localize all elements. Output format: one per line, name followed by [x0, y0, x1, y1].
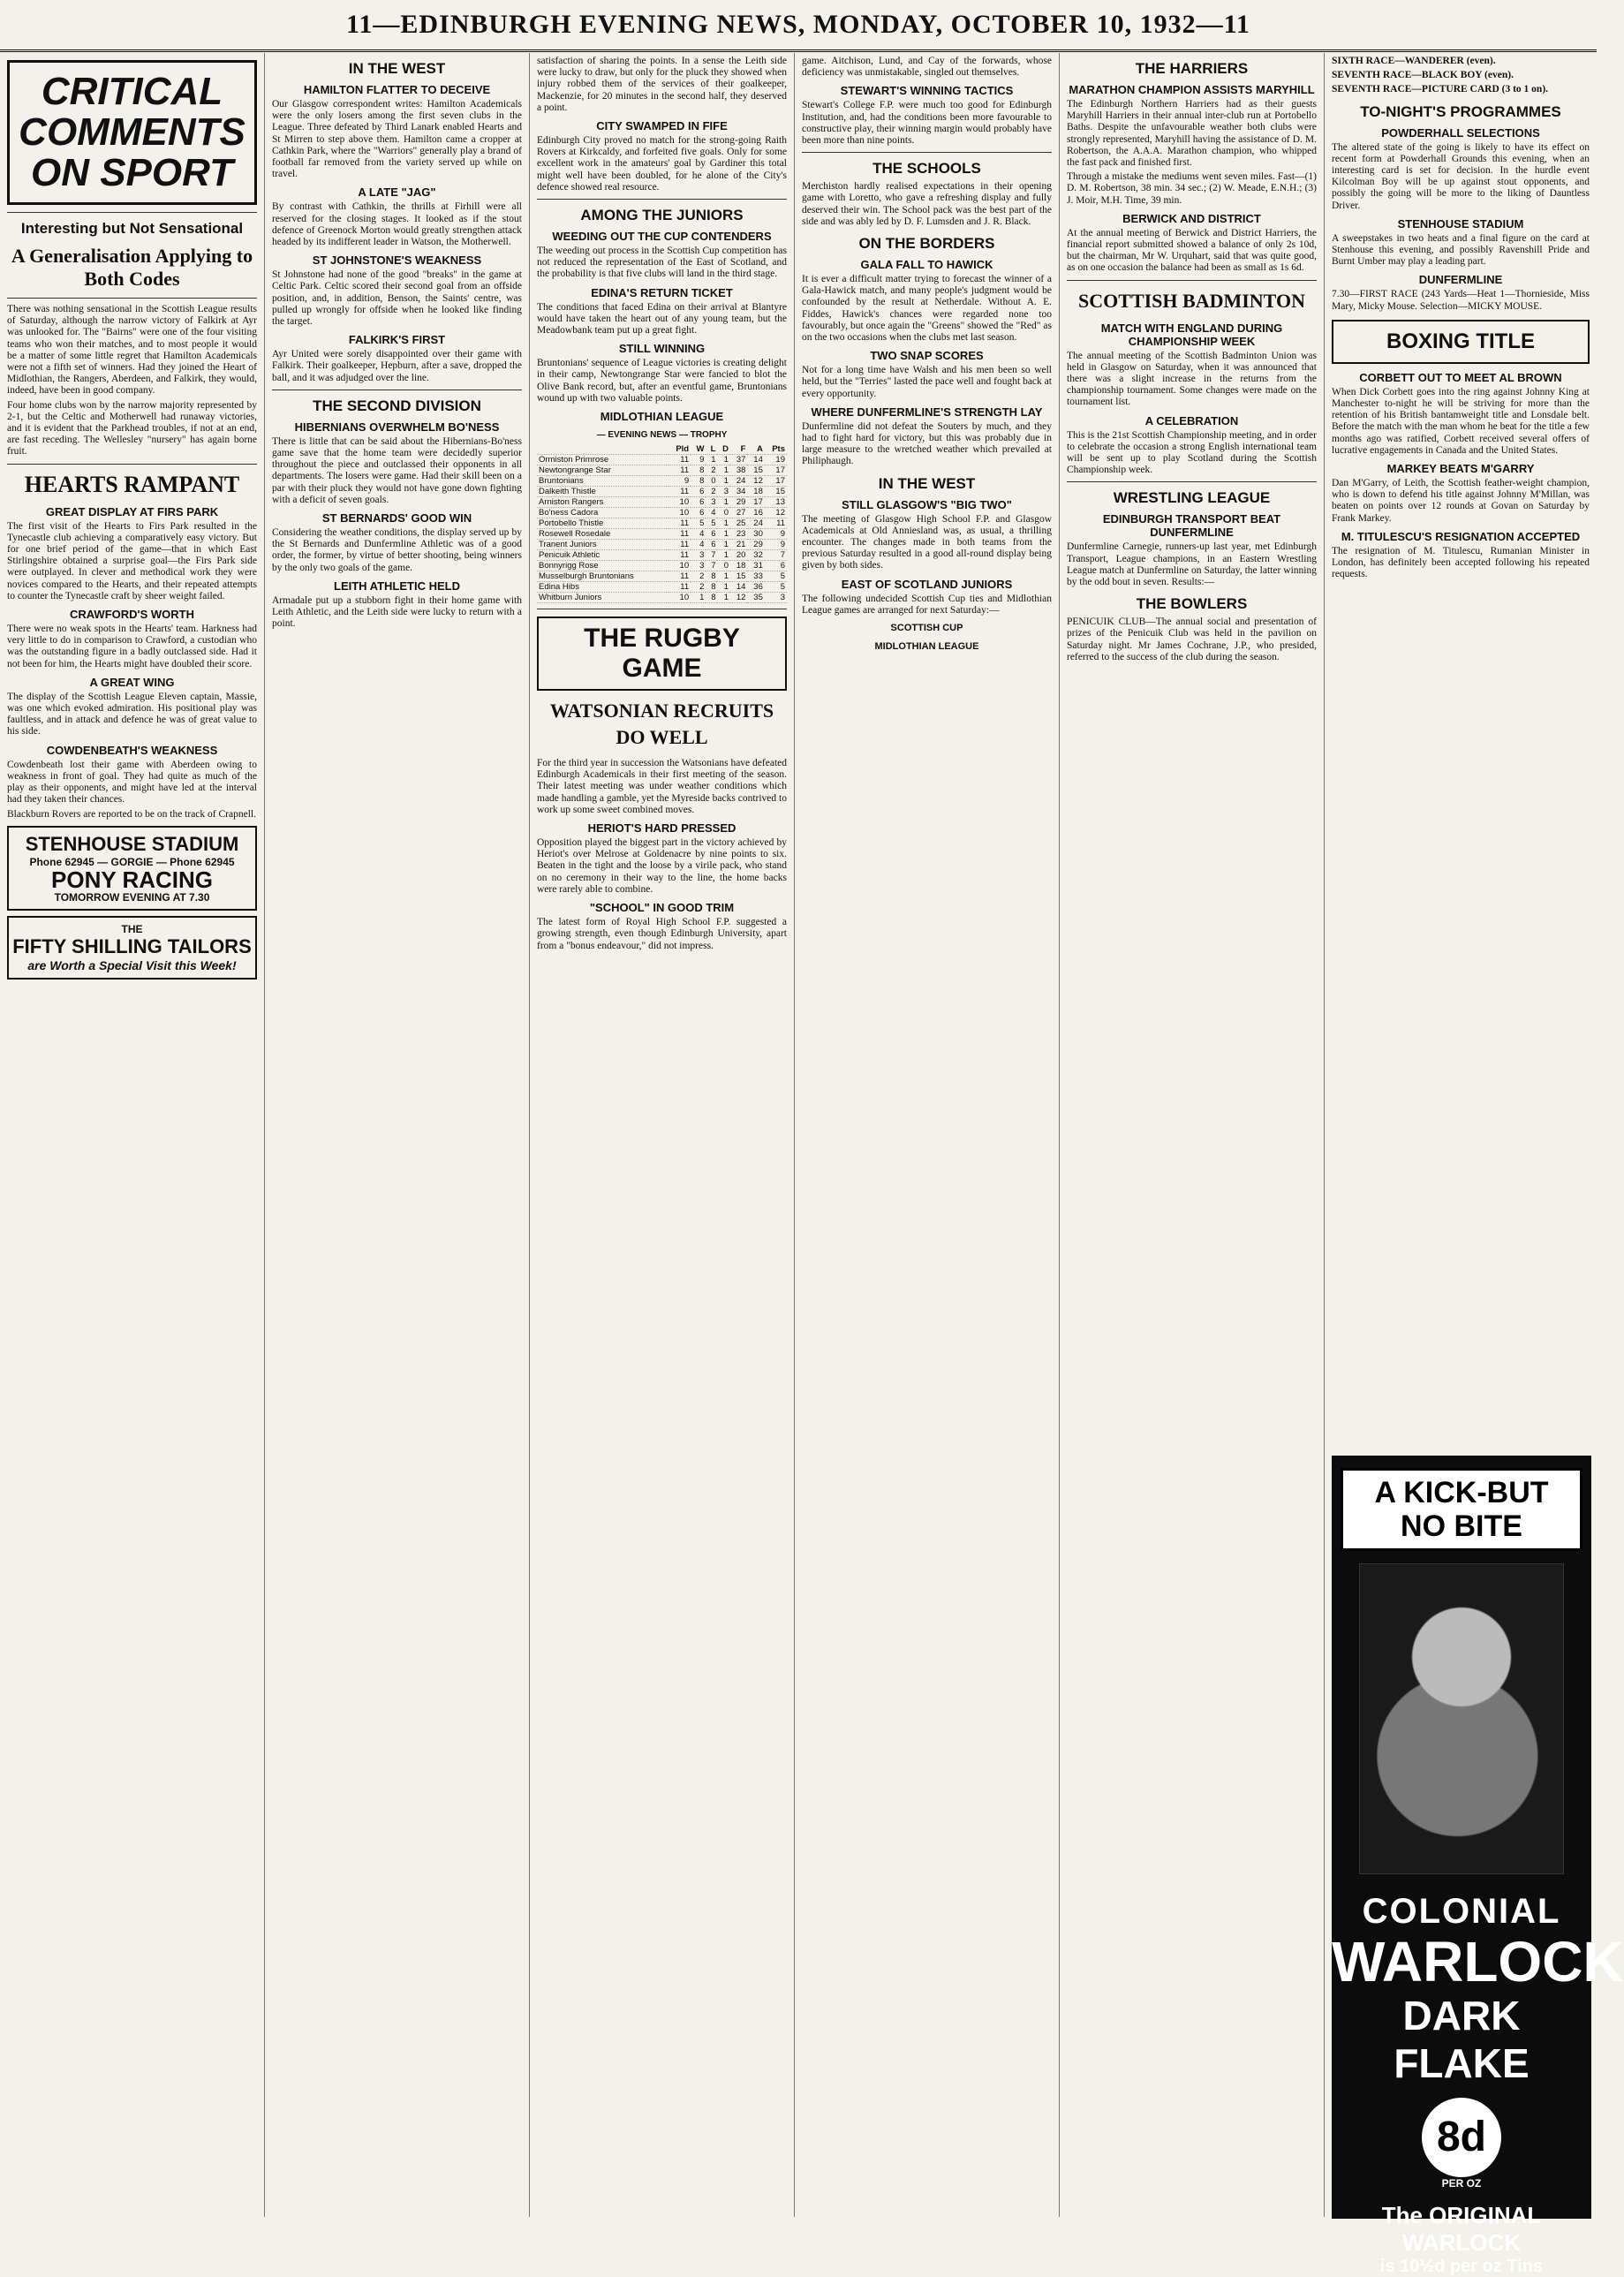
table-cell: 12	[765, 508, 787, 518]
ad-phone: Phone 62945 — GORGIE — Phone 62945	[29, 855, 235, 868]
subhead-east-juniors: EAST OF SCOTLAND JUNIORS	[841, 577, 1013, 591]
subhead-st-bernards: ST BERNARDS' GOOD WIN	[321, 511, 472, 526]
table-cell: 16	[747, 508, 764, 518]
table-cell: 37	[730, 455, 747, 465]
article-paragraph: Cowdenbeath lost their game with Aberdeen owing to weakness in front of goal. They had quite as much of the play as their opponents, and might have led at the interval had they taken their chances.	[7, 759, 257, 806]
article-paragraph: The altered state of the going is likely to have its effect on recent form at Powderhall Grounds this evening, when an interesting card is set for decision. In the hurdle event Kilcolman Boy will be up against stout opponents, and possibly the going will be more to the liking of Dauntless Driver.	[1332, 141, 1590, 211]
table-row	[537, 540, 787, 550]
table-column-header: Pld	[668, 444, 691, 455]
subhead-city-swamped: CITY SWAMPED IN FIFE	[596, 119, 728, 133]
stenhouse-stadium-ad	[7, 826, 257, 911]
table-cell: 32	[747, 550, 764, 561]
table-row	[537, 561, 787, 571]
table-cell: Ormiston Primrose	[537, 455, 668, 465]
table-cell: 11	[668, 487, 691, 497]
table-column-header: A	[747, 444, 764, 455]
table-cell: Bonnyrigg Rose	[537, 561, 668, 571]
article-paragraph: Bruntonians' sequence of League victories is creating delight in their camp, Newtongrange Star were fancied to blot the Olive Bank record, but, after an eventful game, Bruntonians wound up with two valuable points.	[537, 358, 787, 404]
headline-interesting: Interesting but Not Sensational	[20, 220, 244, 237]
table-cell: 27	[730, 508, 747, 518]
table-cell: 10	[668, 593, 691, 603]
ad-pony-racing: PONY RACING	[51, 866, 213, 893]
article-paragraph: Ayr United were sorely disappointed over their game with Falkirk. Their goalkeeper, Hepburn, after a save, dropped the ball, and it was adjudged over the line.	[272, 349, 522, 383]
race-result: SEVENTH RACE—BLACK BOY (even).	[1332, 70, 1514, 81]
table-cell: 5	[765, 571, 787, 582]
table-cell: 18	[730, 561, 747, 571]
table-row	[537, 550, 787, 561]
table-cell: 6	[706, 540, 717, 550]
table-cell: 1	[717, 571, 730, 582]
column-2	[265, 53, 530, 2217]
table-cell: 11	[668, 518, 691, 529]
table-cell: 11	[668, 571, 691, 582]
table-column-header: F	[730, 444, 747, 455]
article-paragraph: There was nothing sensational in the Scottish League results of Saturday, although the narrow victory of Falkirk at Ayr was unlooked for. The "Bairns" were one of the four visiting teams who won their matches, and to most people it would be a matter of some little regret that Hamilton Academicals were not a fifth set of winners. Had they joined the Heart of Midlothian, the Rangers, Aberdeen, and Falkirk, they would, indeed, have been in good company.	[7, 304, 257, 397]
article-paragraph: A sweepstakes in two heats and a final figure on the card at Stenhouse this evening, and possibly Ravenshill Pride and Burnt Umber may play a leading part.	[1332, 232, 1590, 268]
headline-bowlers: THE BOWLERS	[1136, 595, 1248, 613]
subhead-transport: EDINBURGH TRANSPORT BEAT DUNFERMLINE	[1102, 512, 1281, 540]
headline-in-the-west: IN THE WEST	[348, 60, 446, 77]
table-column-header: W	[691, 444, 706, 455]
table-cell: 1	[717, 518, 730, 529]
table-cell: 11	[668, 455, 691, 465]
table-cell: Tranent Juniors	[537, 540, 668, 550]
table-cell: Rosewell Rosedale	[537, 529, 668, 540]
subhead-markey: MARKEY BEATS M'GARRY	[1386, 462, 1535, 476]
article-paragraph: It is ever a difficult matter trying to forecast the winner of a Gala-Hawick match, and many people's judgment would be confounded by the result at Netherdale. Without A. E. Fiddes, Hawick's chances were regarded none too favourably, but once again the "Greens" showed the "Red" as on the two occasions when the clubs met last season.	[802, 274, 1052, 344]
table-cell: 9	[668, 476, 691, 487]
table-row	[537, 593, 787, 603]
table-cell: 14	[730, 582, 747, 593]
article-paragraph: Edinburgh City proved no match for the strong-going Raith Rovers at Kirkcaldy, and forfeited five goals. Only for some excellent work in the amateurs' goal by Gardiner this total might well have been doubled, for he alone of the City's defence showed real resource.	[537, 135, 787, 193]
table-cell: Dalkeith Thistle	[537, 487, 668, 497]
table-cell: Penicuik Athletic	[537, 550, 668, 561]
table-cell: 4	[706, 508, 717, 518]
table-cell: 6	[706, 529, 717, 540]
table-row	[537, 529, 787, 540]
divider	[1067, 280, 1317, 281]
table-cell: 5	[765, 582, 787, 593]
headline-wrestling: WRESTLING LEAGUE	[1113, 489, 1271, 507]
logo-line-2: ON SPORT	[30, 151, 233, 194]
table-cell: 13	[765, 497, 787, 508]
table-cell: 36	[747, 582, 764, 593]
subhead-stenhouse: STENHOUSE STADIUM	[1397, 216, 1524, 231]
article-paragraph: St Johnstone had none of the good "breaks" in the game at Celtic Park. Celtic scored their second goal from an offside position, and, in addition, Benson, the Saints' centre, was pulled up wrongly for offside when he looked like finding the target.	[272, 269, 522, 328]
subhead-edina: EDINA'S RETURN TICKET	[591, 285, 733, 299]
table-cell: 15	[730, 571, 747, 582]
article-paragraph: satisfaction of sharing the points. In a sense the Leith side were lucky to draw, but only for the pluck they showed when injury robbed them of the services of their goalkeeper, Mackenzie, for 20 minutes in the second half, they deserved a point.	[537, 56, 787, 113]
article-paragraph: Dan M'Garry, of Leith, the Scottish feather-weight champion, who is down to defend his title against Johnny M'Millan, was beaten on points over 12 rounds at Govan on Saturday by Frank Markey.	[1332, 478, 1590, 524]
table-cell: 8	[691, 476, 706, 487]
table-cell: 11	[668, 550, 691, 561]
table-cell: 3	[706, 497, 717, 508]
ad-title: STENHOUSE STADIUM	[25, 832, 239, 855]
headline-boxing: BOXING TITLE	[1332, 320, 1590, 364]
table-cell: 9	[691, 455, 706, 465]
headline-in-the-west-rugby: IN THE WEST	[878, 474, 976, 492]
table-row	[537, 571, 787, 582]
table-cell: Bo'ness Cadora	[537, 508, 668, 518]
headline-borders: ON THE BORDERS	[858, 235, 995, 253]
table-cell: 31	[747, 561, 764, 571]
table-cell: 1	[691, 593, 706, 603]
warlock-tobacco-ad	[1332, 1456, 1624, 2276]
divider	[7, 298, 257, 299]
table-row	[537, 487, 787, 497]
subhead-gala: GALA FALL TO HAWICK	[860, 258, 993, 272]
table-cell: 1	[706, 455, 717, 465]
table-row	[537, 455, 787, 465]
subhead-still-winning: STILL WINNING	[618, 342, 706, 356]
table-row	[537, 465, 787, 476]
table-cell: 21	[730, 540, 747, 550]
table-cell: Arniston Rangers	[537, 497, 668, 508]
table-cell: 1	[717, 497, 730, 508]
table-cell: 1	[717, 593, 730, 603]
subhead-weeding: WEEDING OUT THE CUP CONTENDERS	[552, 230, 772, 244]
headline-hearts-rampant: HEARTS RAMPANT	[24, 471, 240, 497]
article-paragraph: Merchiston hardly realised expectations in their opening game with Loretto, who gave a refreshing display and fully deserved their win. The School pack was the best part of the side and was ably led by D. F. Lumsden and J. R. Black.	[802, 181, 1052, 227]
headline-programmes: TO-NIGHT'S PROGRAMMES	[1360, 102, 1561, 120]
table-column-header: D	[717, 444, 730, 455]
article-paragraph: Dunfermline Carnegie, runners-up last year, met Edinburgh Transport, League champions, in an Eastern Wrestling League match at Dunfermline on Saturday, the latter winning by the odd bout in seven. Results:—	[1067, 541, 1317, 588]
table-cell: 4	[691, 540, 706, 550]
table-cell: 24	[730, 476, 747, 487]
headline-juniors: AMONG THE JUNIORS	[580, 207, 744, 224]
column-4	[795, 53, 1060, 2217]
subhead-school: "SCHOOL" IN GOOD TRIM	[589, 901, 735, 915]
table-cell: 1	[717, 476, 730, 487]
table-cell: 8	[691, 465, 706, 476]
headline-generalisation: A Generalisation Applying to Both Codes	[11, 245, 253, 290]
subhead-celebration: A CELEBRATION	[1144, 413, 1239, 427]
subhead-great-wing: A GREAT WING	[89, 675, 175, 689]
subhead-falkirk: FALKIRK'S FIRST	[348, 333, 446, 347]
table-cell: 3	[691, 550, 706, 561]
subhead-cowdenbeath: COWDENBEATH'S WEAKNESS	[46, 743, 218, 757]
league-table-header	[537, 444, 787, 455]
table-cell: 11	[668, 529, 691, 540]
article-paragraph: The Edinburgh Northern Harriers had as their guests Maryhill Harriers in their annual inter-club run at Portobello Baths. Despite the unfavourable weather both clubs were strongly represented, Maryhill having the assistance of D. M. Robertson, the A.A.A. Marathon champion, who whipped the fast pack and finished first.	[1067, 99, 1317, 169]
subhead-firs-park: GREAT DISPLAY AT FIRS PARK	[45, 504, 219, 518]
table-cell: 14	[747, 455, 764, 465]
divider	[7, 212, 257, 213]
table-cell: 8	[706, 571, 717, 582]
article-paragraph: When Dick Corbett goes into the ring against Johnny King at Manchester to-night he will be striving for more than the retention of his British bantamweight title and Lonsdale belt. Before the match with the man whom he beat for the title a few months ago was ratified, Corbett received several offers of lucrative engagements in Canada and the United States.	[1332, 386, 1590, 456]
table-cell: 2	[706, 465, 717, 476]
race-result: SEVENTH RACE—PICTURE CARD (3 to 1 on).	[1332, 84, 1549, 95]
article-paragraph: 7.30—FIRST RACE (243 Yards—Heat 1—Thornieside, Miss Mary, Micky Mouse. Selection—MICKY MOUSE.	[1332, 289, 1590, 312]
table-cell: 8	[706, 582, 717, 593]
headline-watsonian: WATSONIAN RECRUITS DO WELL	[549, 700, 774, 749]
headline-badminton: SCOTTISH BADMINTON	[1078, 289, 1305, 312]
table-cell: 9	[765, 540, 787, 550]
table-cell: 2	[691, 571, 706, 582]
table-row	[537, 518, 787, 529]
article-paragraph: There is little that can be said about the Hibernians-Bo'ness game save that the home team were decidedly superior throughout the piece and outclassed their opponents in all departments. The losers were game. Had their skill been on a par with their pluck they would not have gone down fighting with a deficit of seven goals.	[272, 435, 522, 505]
table-cell: 8	[706, 593, 717, 603]
subhead-crawford: CRAWFORD'S WORTH	[69, 608, 195, 622]
tailors-tagline: are Worth a Special Visit this Week!	[27, 957, 237, 972]
article-paragraph: Stewart's College F.P. were much too good for Edinburgh Institution, and, had the conditions been more favourable to constructive play, their winning margin would probably have been more than nine points.	[802, 100, 1052, 147]
subhead-leith: LEITH ATHLETIC HELD	[334, 579, 460, 593]
table-row	[537, 476, 787, 487]
ad-oz-price: is 10½d per oz Tins	[1379, 2257, 1544, 2276]
table-row	[537, 582, 787, 593]
table-cell: 10	[668, 497, 691, 508]
subhead-titulescu: M. TITULESCU'S RESIGNATION ACCEPTED	[1341, 529, 1581, 543]
table-column-header	[537, 444, 668, 455]
fixture-league-label: MIDLOTHIAN LEAGUE	[874, 641, 979, 653]
subhead-match-england: MATCH WITH ENGLAND DURING CHAMPIONSHIP WEEK	[1100, 321, 1283, 348]
article-paragraph: The annual meeting of the Scottish Badminton Union was held in Glasgow on Saturday, when it was announced that there was a slight increase in the returns from the championship tournament. Some changes were made on the tournament list.	[1067, 350, 1317, 408]
table-cell: 9	[765, 529, 787, 540]
article-paragraph: Armadale put up a stubborn fight in their home game with Leith Athletic, and the Leith side were lucky to return with a point.	[272, 594, 522, 630]
table-cell: 11	[668, 582, 691, 593]
article-paragraph: Opposition played the biggest part in the victory achieved by Heriot's over Melrose at Goldenacre by nine points to six. Beaten in the tight and the loose by a virile pack, who stand on no ceremony in their way to the line, the home backs were rarely able to combine.	[537, 837, 787, 895]
table-cell: 17	[765, 465, 787, 476]
table-cell: 29	[730, 497, 747, 508]
divider	[1067, 481, 1317, 482]
league-table	[537, 444, 787, 603]
ad-colonial: COLONIAL	[1362, 1892, 1561, 1931]
table-column-header: L	[706, 444, 717, 455]
article-paragraph: By contrast with Cathkin, the thrills at Firhill were all reserved for the closing stages. It looked as if the stout defence of Greenock Morton would greatly strengthen attack headed by its indifferent leader in Watson, the Motherwell.	[272, 201, 522, 248]
article-paragraph: At the annual meeting of Berwick and District Harriers, the financial report submitted showed a balance of only 2s 10d, but the chairman, Mr W. Urquhart, said that was quite good, as on one occasion the balance had been as small as 1s 6d.	[1067, 227, 1317, 274]
table-cell: 15	[765, 487, 787, 497]
column-5	[1060, 53, 1325, 2217]
article-paragraph: The conditions that faced Edina on their arrival at Blantyre would have taken the heart out of any young team, but the Meadowbank team put up a great fight.	[537, 301, 787, 337]
article-paragraph: The first visit of the Hearts to Firs Park resulted in the Tynecastle club achieving a comparatively easy victory. But for one brief period of the game—that in which East Stirlingshire obtained a surprise goal—the Firs Park side were outplayed. In clever and methodical work they were novices compared to the Hearts, and their repeated attempts to counter the Tynecastle craft by sheer weight failed.	[7, 520, 257, 601]
table-cell: 4	[691, 529, 706, 540]
subhead-heriots: HERIOT'S HARD PRESSED	[587, 821, 736, 836]
short-note: Blackburn Rovers are reported to be on the track of Crapnell.	[7, 808, 256, 820]
table-column-header: Pts	[765, 444, 787, 455]
table-cell: 2	[691, 582, 706, 593]
article-paragraph: The meeting of Glasgow High School F.P. and Glasgow Academicals at Old Anniesland was, as usual, a thrilling encounter. The changes made in both teams from the previous Saturday resulted in a good all-round display being given by both sides.	[802, 513, 1052, 571]
article-paragraph: Considering the weather conditions, the display served up by the St Bernards and Dunfermline Athletic was of a good order, the former, by virtue of better shooting, being winners by the only two goals of the game.	[272, 527, 522, 573]
article-paragraph: Four home clubs won by the narrow majority represented by 2-1, but the Celtic and Motherwell had runaway victories, and it is evident that the Parkhead troubles, if not at an end, are fast receding. The Wellesley "nursery" has again borne fruit.	[7, 399, 257, 458]
fixture-cup-label: SCOTTISH CUP	[890, 623, 963, 634]
table-cell: 10	[668, 508, 691, 518]
critical-comments-logo	[7, 60, 257, 205]
table-row	[537, 497, 787, 508]
subhead-hamilton: HAMILTON FLATTER TO DECEIVE	[303, 83, 491, 96]
table-cell: 12	[747, 476, 764, 487]
logo-line-1: CRITICAL COMMENTS	[19, 70, 245, 154]
subhead-berwick: BERWICK AND DISTRICT	[1122, 211, 1261, 225]
league-table-subtitle: — EVENING NEWS — TROPHY	[596, 430, 728, 441]
subhead-stewarts: STEWART'S WINNING TACTICS	[840, 84, 1014, 98]
article-paragraph: There were no weak spots in the Hearts' team. Harkness had very little to do in comparison to Crawford, a custodian who was the outstanding figure in a badly outclassed side. Had it not been for him, the Hearts might have doubled their score.	[7, 624, 257, 669]
table-cell: 3	[691, 561, 706, 571]
table-cell: 2	[706, 487, 717, 497]
table-cell: 34	[730, 487, 747, 497]
article-paragraph: This is the 21st Scottish Championship meeting, and in order to celebrate the occasion a strong English international team will be sent up to play Scotland during the Scottish Championship week.	[1067, 429, 1317, 476]
table-cell: 1	[717, 582, 730, 593]
table-cell: 5	[706, 518, 717, 529]
headline-second-division: THE SECOND DIVISION	[313, 397, 481, 414]
table-cell: 24	[747, 518, 764, 529]
subhead-big-two: STILL GLASGOW'S "BIG TWO"	[842, 497, 1012, 511]
table-cell: 6	[691, 487, 706, 497]
column-3	[530, 53, 795, 2217]
table-cell: 1	[717, 529, 730, 540]
article-paragraph: The weeding out process in the Scottish Cup competition has not reduced the representation of the East of Scotland, and the probability is that five clubs will land in the third stage.	[537, 246, 787, 280]
table-cell: 6	[765, 561, 787, 571]
ad-original: The ORIGINAL WARLOCK	[1381, 2202, 1542, 2256]
headline-rugby: THE RUGBY GAME	[537, 617, 787, 691]
subhead-powderhall: POWDERHALL SELECTIONS	[1381, 125, 1540, 140]
table-cell: 1	[717, 465, 730, 476]
table-cell: 5	[691, 518, 706, 529]
table-cell: 18	[747, 487, 764, 497]
table-cell: Newtongrange Star	[537, 465, 668, 476]
subhead-st-johnstone: ST JOHNSTONE'S WEAKNESS	[312, 253, 482, 268]
warlock-figure-illustration	[1359, 1563, 1564, 1874]
article-paragraph: The resignation of M. Titulescu, Rumanian Minister in London, has definitely been accepted following his repeated requests.	[1332, 545, 1590, 580]
table-cell: 12	[730, 593, 747, 603]
ad-per-oz: PER OZ	[1441, 2177, 1482, 2190]
masthead: 11—EDINBURGH EVENING NEWS, MONDAY, OCTOBER 10, 1932—11	[0, 0, 1597, 52]
table-cell: 0	[706, 476, 717, 487]
article-paragraph: The display of the Scottish League Eleven captain, Massie, was one which evoked admiration. His positional play was faultless, and in attack and defence he was of great value to his side.	[7, 691, 257, 738]
divider	[7, 464, 257, 465]
table-cell: 35	[747, 593, 764, 603]
divider	[537, 199, 787, 200]
table-cell: 11	[668, 465, 691, 476]
subhead-dunfermline-races: DUNFERMLINE	[1418, 273, 1503, 287]
table-cell: 3	[717, 487, 730, 497]
league-table-body	[537, 455, 787, 603]
ad-tomorrow: TOMORROW EVENING AT 7.30	[54, 890, 210, 904]
table-cell: 29	[747, 540, 764, 550]
table-cell: 25	[730, 518, 747, 529]
table-cell: 10	[668, 561, 691, 571]
table-cell: Musselburgh Bruntonians	[537, 571, 668, 582]
table-cell: 1	[717, 540, 730, 550]
table-cell: 30	[747, 529, 764, 540]
league-table-title: MIDLOTHIAN LEAGUE	[600, 410, 724, 424]
table-cell: 6	[691, 497, 706, 508]
article-paragraph: Through a mistake the mediums went seven miles. Fast—(1) D. M. Robertson, 38 min. 34 sec.; (2) W. Meade, E.N.H.; (3) J. Moir, M.H. Time, 39 min.	[1067, 171, 1317, 206]
ad-kick-headline: A KICK-BUT NO BITE	[1341, 1468, 1582, 1551]
table-cell: 11	[668, 540, 691, 550]
article-paragraph: PENICUIK CLUB—The annual social and presentation of prizes of the Penicuik Club was held in the pavilion on Saturday night. Mr James Cochrane, J.P., who presided, referred to the success of the club during the season.	[1067, 617, 1317, 662]
column-1	[0, 53, 265, 2217]
table-cell: 19	[765, 455, 787, 465]
table-cell: 23	[730, 529, 747, 540]
article-paragraph: game. Aitchison, Lund, and Cay of the forwards, whose deficiency was unmistakable, singled out themselves.	[802, 56, 1052, 79]
ad-dark-flake: DARK FLAKE	[1394, 1993, 1530, 2086]
table-cell: 7	[706, 561, 717, 571]
table-cell: Portobello Thistle	[537, 518, 668, 529]
table-row	[537, 508, 787, 518]
divider	[802, 152, 1052, 153]
article-paragraph: The following undecided Scottish Cup ties and Midlothian League games are arranged for next Saturday:—	[802, 593, 1052, 616]
headline-schools: THE SCHOOLS	[872, 160, 981, 178]
table-cell: 17	[747, 497, 764, 508]
subhead-snap-scores: TWO SNAP SCORES	[870, 349, 984, 363]
table-cell: 0	[717, 508, 730, 518]
subhead-marathon: MARATHON CHAMPION ASSISTS MARYHILL	[1069, 83, 1315, 96]
table-cell: 20	[730, 550, 747, 561]
table-cell: 38	[730, 465, 747, 476]
table-cell: 11	[765, 518, 787, 529]
table-cell: 1	[717, 550, 730, 561]
table-cell: Bruntonians	[537, 476, 668, 487]
ad-price-badge: 8d	[1422, 2098, 1501, 2177]
table-cell: 17	[765, 476, 787, 487]
table-cell: 15	[747, 465, 764, 476]
article-paragraph: The latest form of Royal High School F.P. suggested a growing strength, even though Edinburgh University, apart from a "bonus endeavour," did not impress.	[537, 917, 787, 951]
table-cell: 0	[717, 561, 730, 571]
subhead-hibernians: HIBERNIANS OVERWHELM BO'NESS	[294, 420, 500, 434]
subhead-corbett: CORBETT OUT TO MEET AL BROWN	[1359, 370, 1562, 384]
table-cell: 6	[691, 508, 706, 518]
table-cell: Edina Hibs	[537, 582, 668, 593]
subhead-dunfermline: WHERE DUNFERMLINE'S STRENGTH LAY	[811, 405, 1043, 419]
table-cell: 7	[765, 550, 787, 561]
subhead-late-jag: A LATE "JAG"	[358, 185, 436, 200]
race-result: SIXTH RACE—WANDERER (even).	[1332, 56, 1496, 66]
article-paragraph: Not for a long time have Walsh and his men been so well held, but the "Terries" lasted the pace well and fought back at every opportunity.	[802, 365, 1052, 399]
article-paragraph: Our Glasgow correspondent writes: Hamilton Academicals were the only losers among the first seven clubs in the League. Three defeated by Third Lanark enabled Hearts and St Mirren to step above them. Hamilton came a cropper at Cathkin Park, where the "Warriors" generally play a brand of football far removed from the variety served up while on travel.	[272, 99, 522, 180]
table-cell: Whitburn Juniors	[537, 593, 668, 603]
article-paragraph: For the third year in succession the Watsonians have defeated Edinburgh Academicals in their first meeting of the season. Their latest meeting was under weather conditions which made handling a gamble, yet the Myreside backs contrived to work up some sweet combined moves.	[537, 758, 787, 815]
headline-harriers: THE HARRIERS	[1135, 60, 1249, 77]
tailors-name: FIFTY SHILLING TAILORS	[12, 934, 252, 957]
tailors-the: THE	[121, 922, 143, 935]
article-paragraph: Dunfermline did not defeat the Souters by much, and they had to fight hard for victory, but this was probably due in large measure to the wretched weather which prevailed at Philiphaugh.	[802, 420, 1052, 467]
table-cell: 1	[717, 455, 730, 465]
ad-brand: WARLOCK	[1332, 1930, 1624, 1993]
fifty-shilling-tailors-ad	[7, 916, 257, 980]
table-cell: 3	[765, 593, 787, 603]
table-cell: 33	[747, 571, 764, 582]
table-cell: 7	[706, 550, 717, 561]
